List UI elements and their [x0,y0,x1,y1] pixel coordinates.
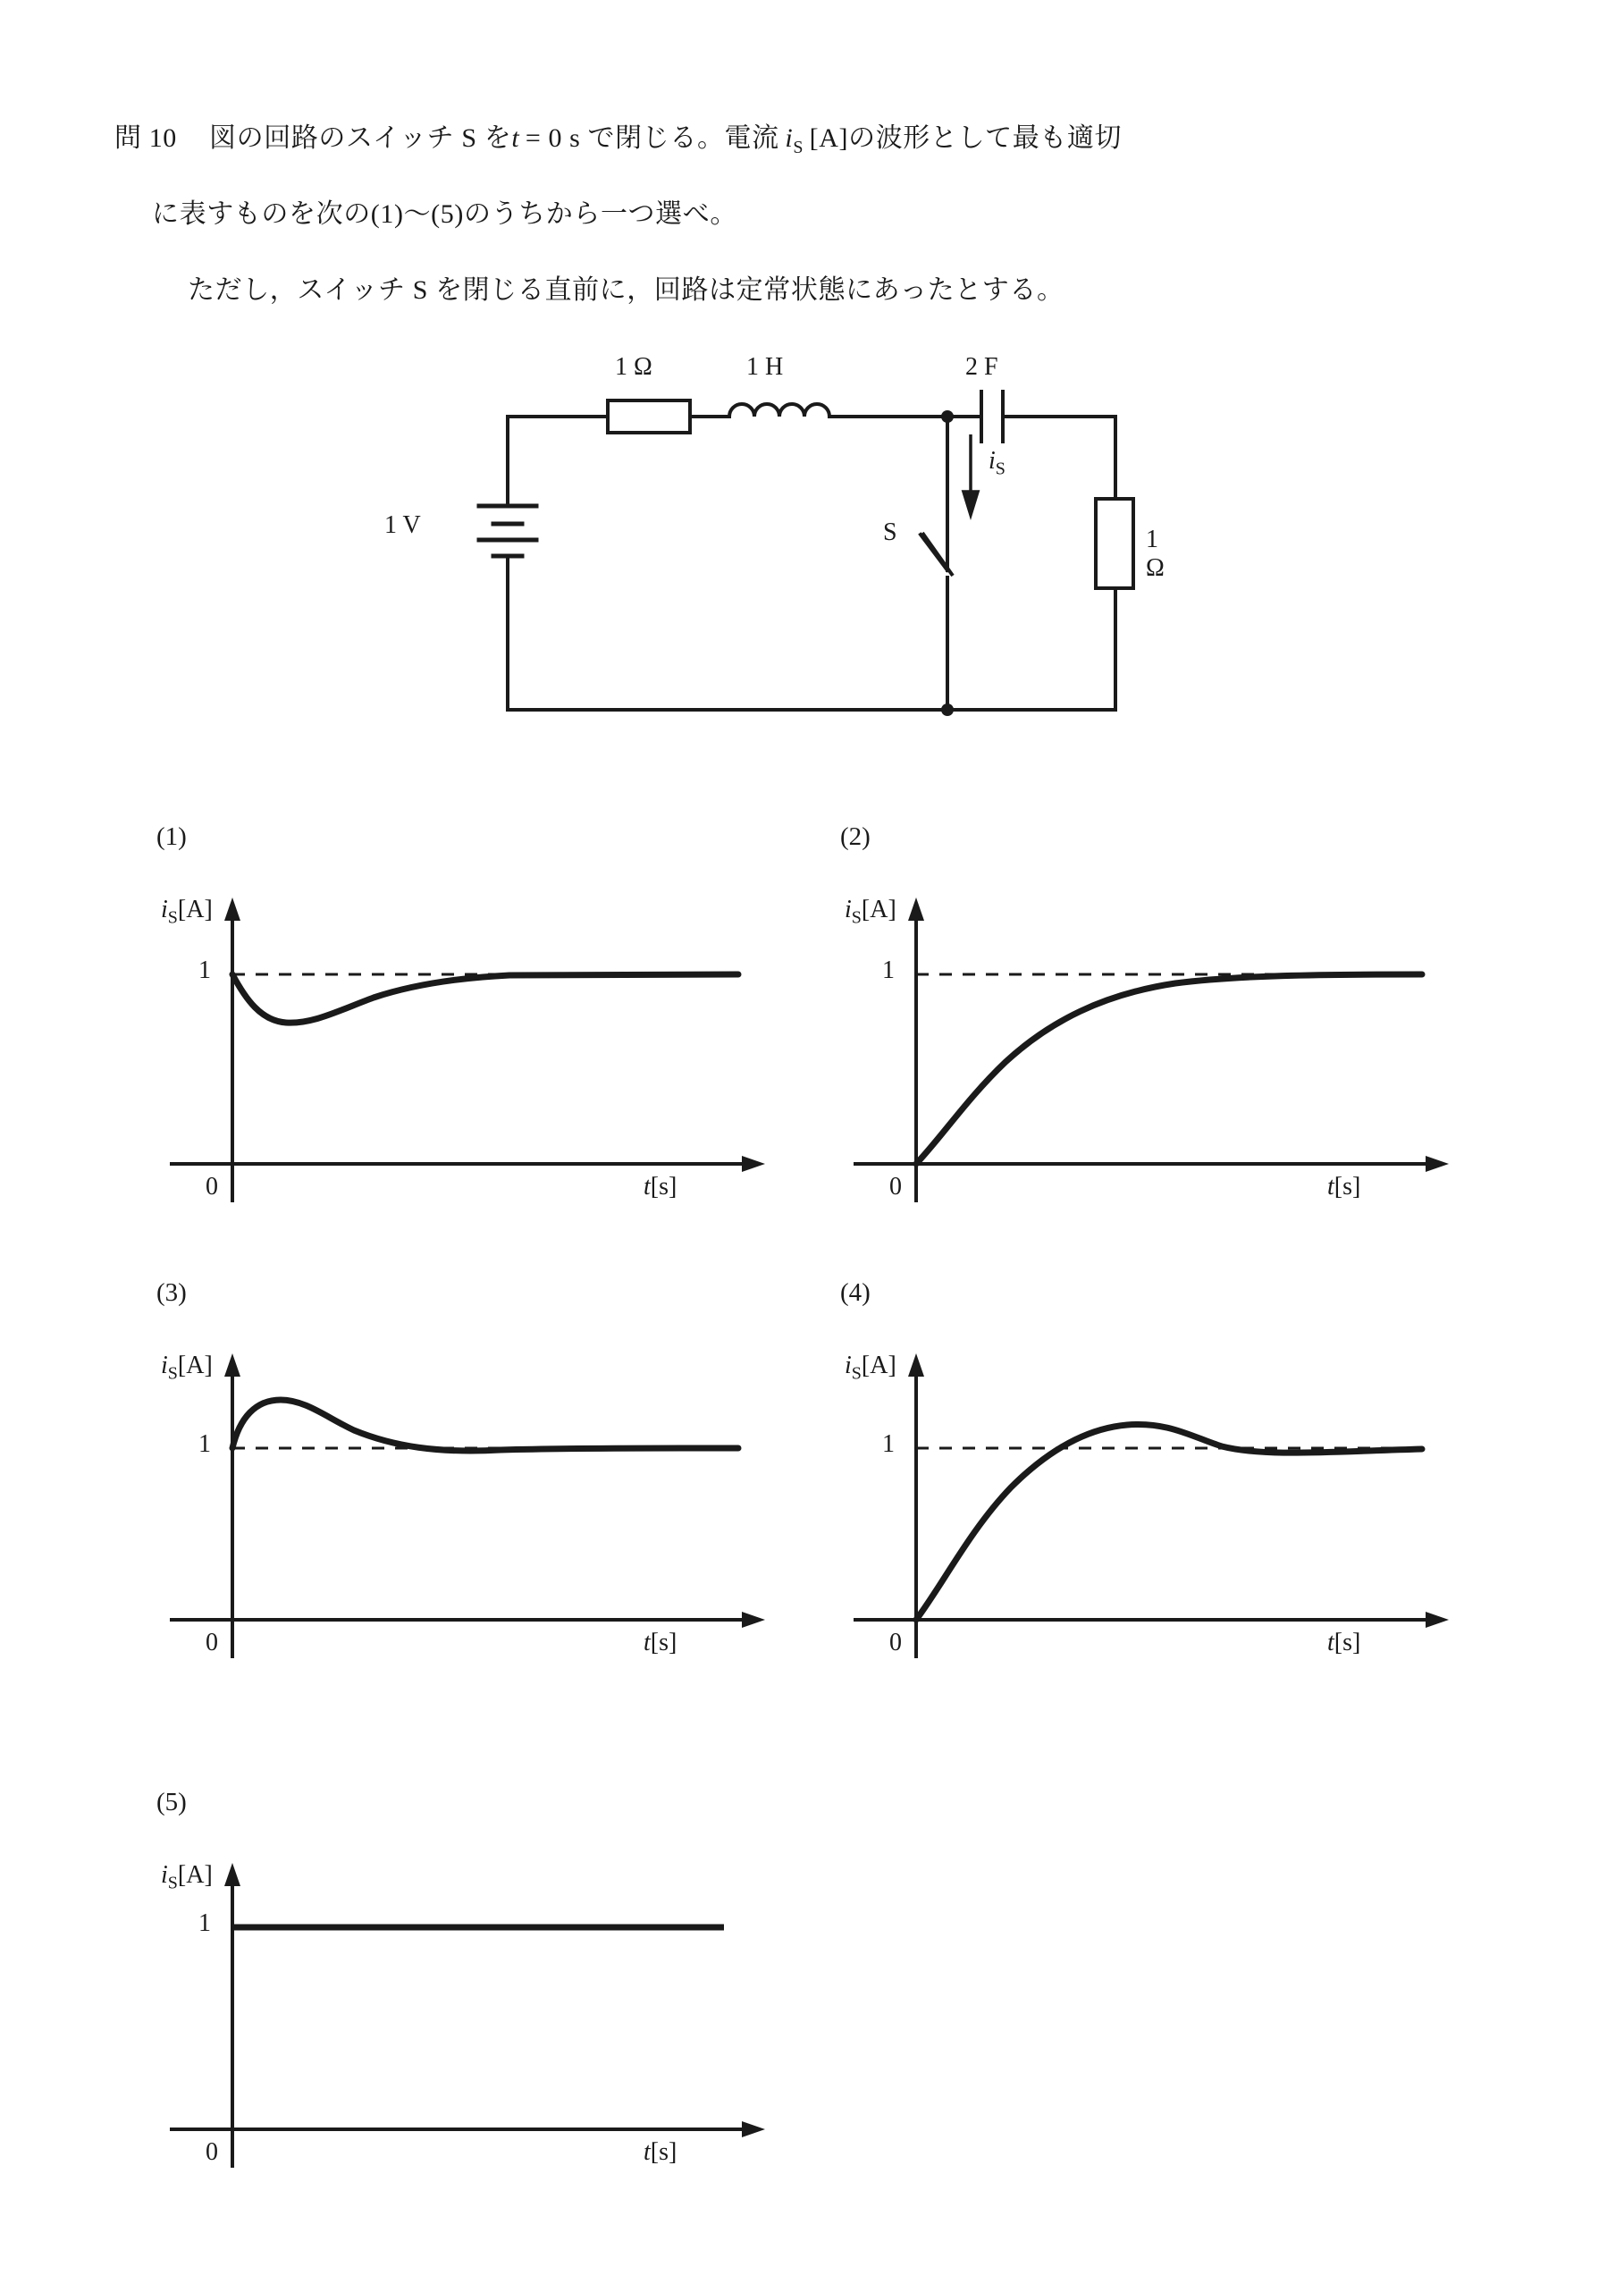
graph3-ylabel-unit: [A] [177,1352,213,1379]
graph2-ylabel-unit: [A] [861,896,896,923]
graph5-ylabel [161,1861,213,1894]
graph3-xlabel [644,1629,677,1657]
graph3-origin: 0 [206,1629,218,1656]
question-var-t: t [511,123,520,153]
graph1-xlabel-unit: [s] [650,1173,677,1201]
graph4-ylabel [845,1352,896,1385]
option-label-3: (3) [156,1278,187,1307]
option-label-5: (5) [156,1788,187,1816]
graph3-ytick-1: 1 [198,1430,211,1458]
graph-option-2 [818,885,1461,1243]
graph3-xlabel-unit: [s] [650,1629,677,1656]
graph2-xlabel-t: t [1327,1173,1334,1201]
graph5-ylabel-sub: S [167,1873,178,1893]
graph1-xlabel [644,1173,677,1201]
question-var-i: i [785,123,794,153]
graph1-ylabel [161,896,213,929]
current-label-i: i [989,447,996,475]
graph-option-4 [818,1341,1461,1698]
graph4-ylabel-i: i [845,1352,852,1379]
option-label-1: (1) [156,822,187,851]
node-dot-top [941,410,954,423]
circuit-diagram [384,349,1180,778]
graph4-origin: 0 [889,1629,902,1656]
graph4-xlabel [1327,1629,1360,1657]
switch-label: S [883,518,897,546]
question-line1-eq: = 0 s で閉じる。電流 [525,123,779,153]
graph4-ylabel-unit: [A] [861,1352,896,1379]
graph4-xlabel-unit: [s] [1334,1629,1361,1656]
graph5-ylabel-unit: [A] [177,1861,213,1889]
graph1-ytick-1: 1 [198,956,211,984]
question-line1-b: [A]の波形として最も適切 [809,123,1123,153]
graph2-ylabel [845,896,896,929]
graph3-ylabel-i: i [161,1352,168,1379]
graph3-ylabel [161,1352,213,1385]
current-label-sub: S [995,459,1006,479]
graph5-xlabel-t: t [644,2138,651,2166]
graph5-origin: 0 [206,2138,218,2166]
graph4-ytick-1: 1 [882,1430,895,1458]
capacitor-label: 2 F [965,353,998,381]
graph-option-3 [134,1341,778,1698]
graph5-ytick-1: 1 [198,1909,211,1937]
question-line-2: に表すものを次の(1)〜(5)のうちから一つ選べ。 [152,199,737,229]
question-var-i-sub: S [793,138,804,157]
graph5-xlabel-unit: [s] [650,2138,677,2166]
current-label [989,447,1006,480]
question-line-3: ただし，スイッチ S を閉じる直前に，回路は定常状態にあったとする。 [188,275,1064,305]
graph1-ylabel-sub: S [167,907,178,928]
graph1-origin: 0 [206,1173,218,1201]
question-line-1 [114,125,1122,156]
graph5-ylabel-i: i [161,1861,168,1889]
inductor-label: 1 H [746,353,784,381]
graph4-xlabel-t: t [1327,1629,1334,1656]
graph3-ylabel-sub: S [167,1363,178,1384]
option-label-2: (2) [840,822,871,851]
question-line1-a: 図の回路のスイッチ S を [209,123,512,153]
graph2-ylabel-sub: S [851,907,862,928]
source-label: 1 V [384,511,421,539]
graph2-origin: 0 [889,1173,902,1201]
graph1-ylabel-unit: [A] [177,896,213,923]
graph1-xlabel-t: t [644,1173,651,1201]
option-label-4: (4) [840,1278,871,1307]
graph2-xlabel-unit: [s] [1334,1173,1361,1201]
graph3-xlabel-t: t [644,1629,651,1656]
graph-option-5 [134,1850,778,2208]
resistor2-label: 1 Ω [1146,526,1165,582]
node-dot-bottom [941,704,954,716]
graph1-ylabel-i: i [161,896,168,923]
graph2-ytick-1: 1 [882,956,895,984]
graph4-ylabel-sub: S [851,1363,862,1384]
graph2-ylabel-i: i [845,896,852,923]
graph5-xlabel [644,2138,677,2167]
graph2-xlabel [1327,1173,1360,1201]
question-number: 問 10 [114,123,177,153]
resistor1-label: 1 Ω [615,353,652,381]
graph-option-1 [134,885,778,1243]
